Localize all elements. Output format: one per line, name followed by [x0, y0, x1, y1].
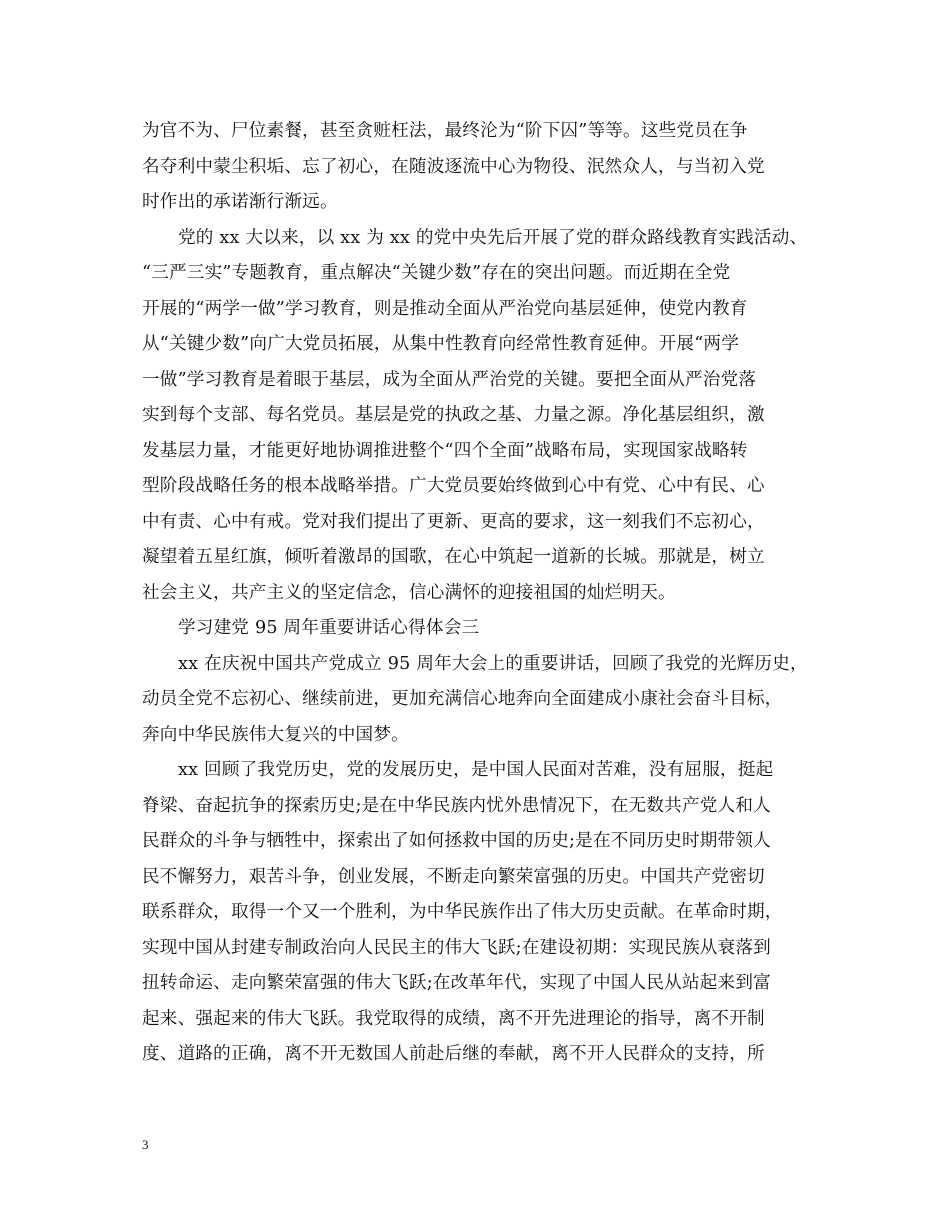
text-line: 名夺利中蒙尘积垢、忘了初心，在随波逐流中心为物役、泯然众人，与当初入党 — [142, 156, 765, 177]
text-line: xx 在庆祝中国共产党成立 95 周年大会上的重要讲话，回顾了我党的光辉历史， — [178, 653, 808, 674]
text-line: 为官不为、尸位素餐，甚至贪赃枉法，最终沦为“阶下囚”等等。这些党员在争 — [142, 121, 748, 141]
text-line: “三严三实”专题教育，重点解决“关键少数”存在的突出问题。而近期在全党 — [142, 263, 731, 283]
text-line: 开展的“两学一做”学习教育，则是推动全面从严治党向基层延伸，使党内教育 — [142, 298, 748, 319]
text-line: 党的 xx 大以来，以 xx 为 xx 的党中央先后开展了党的群众路线教育实践活动、 — [178, 227, 808, 248]
text-line: 从“关键少数”向广大党员拓展，从集中性教育向经常性教育延伸。开展“两学 — [142, 334, 739, 354]
page-number: 3 — [142, 1137, 149, 1152]
text-line: 民不懈努力，艰苦斗争，创业发展，不断走向繁荣富强的历史。中国共产党密切 — [142, 866, 765, 887]
text-line: 中有责、心中有戒。党对我们提出了更新、更高的要求，这一刻我们不忘初心， — [142, 511, 765, 532]
text-line: xx 回顾了我党历史，党的发展历史，是中国人民面对苦难，没有屈服，挺起 — [178, 760, 774, 780]
text-line: 一做”学习教育是着眼于基层，成为全面从严治党的关键。要把全面从严治党落 — [142, 369, 757, 390]
text-line: 学习建党 95 周年重要讲话心得体会三 — [178, 618, 480, 638]
text-line: 社会主义，共产主义的坚定信念，信心满怀的迎接祖国的灿烂明天。 — [142, 582, 676, 603]
text-line: 脊梁、奋起抗争的探索历史;是在中华民族内忧外患情况下，在无数共产党人和人 — [142, 795, 771, 816]
text-line: 联系群众，取得一个又一个胜利，为中华民族作出了伟大历史贡献。在革命时期， — [142, 902, 783, 922]
text-line: 凝望着五星红旗，倾听着激昂的国歌，在心中筑起一道新的长城。那就是，树立 — [142, 547, 765, 567]
text-line: 实到每个支部、每名党员。基层是党的执政之基、力量之源。净化基层组织，激 — [142, 405, 765, 425]
text-line: 发基层力量，才能更好地协调推进整个“四个全面”战略布局，实现国家战略转 — [142, 440, 748, 461]
text-line: 度、道路的正确，离不开无数国人前赴后继的奉献，离不开人民群众的支持，所 — [142, 1044, 765, 1064]
text-line: 扭转命运、走向繁荣富强的伟大飞跃;在改革年代，实现了中国人民从站起来到富 — [142, 973, 771, 993]
text-line: 时作出的承诺渐行渐远。 — [142, 192, 338, 212]
text-line: 动员全党不忘初心、继续前进，更加充满信心地奔向全面建成小康社会奋斗目标， — [142, 689, 783, 709]
text-line: 型阶段战略任务的根本战略举措。广大党员要始终做到心中有党、心中有民、心 — [142, 476, 765, 496]
document-body — [142, 114, 818, 1073]
text-line: 起来、强起来的伟大飞跃。我党取得的成绩，离不开先进理论的指导，离不开制 — [142, 1008, 765, 1029]
text-line: 实现中国从封建专制政治向人民民主的伟大飞跃;在建设初期：实现民族从衰落到 — [142, 937, 771, 958]
text-line: 民群众的斗争与牺牲中，探索出了如何拯救中国的历史;是在不同历史时期带领人 — [142, 831, 771, 851]
text-line: 奔向中华民族伟大复兴的中国梦。 — [142, 724, 409, 745]
